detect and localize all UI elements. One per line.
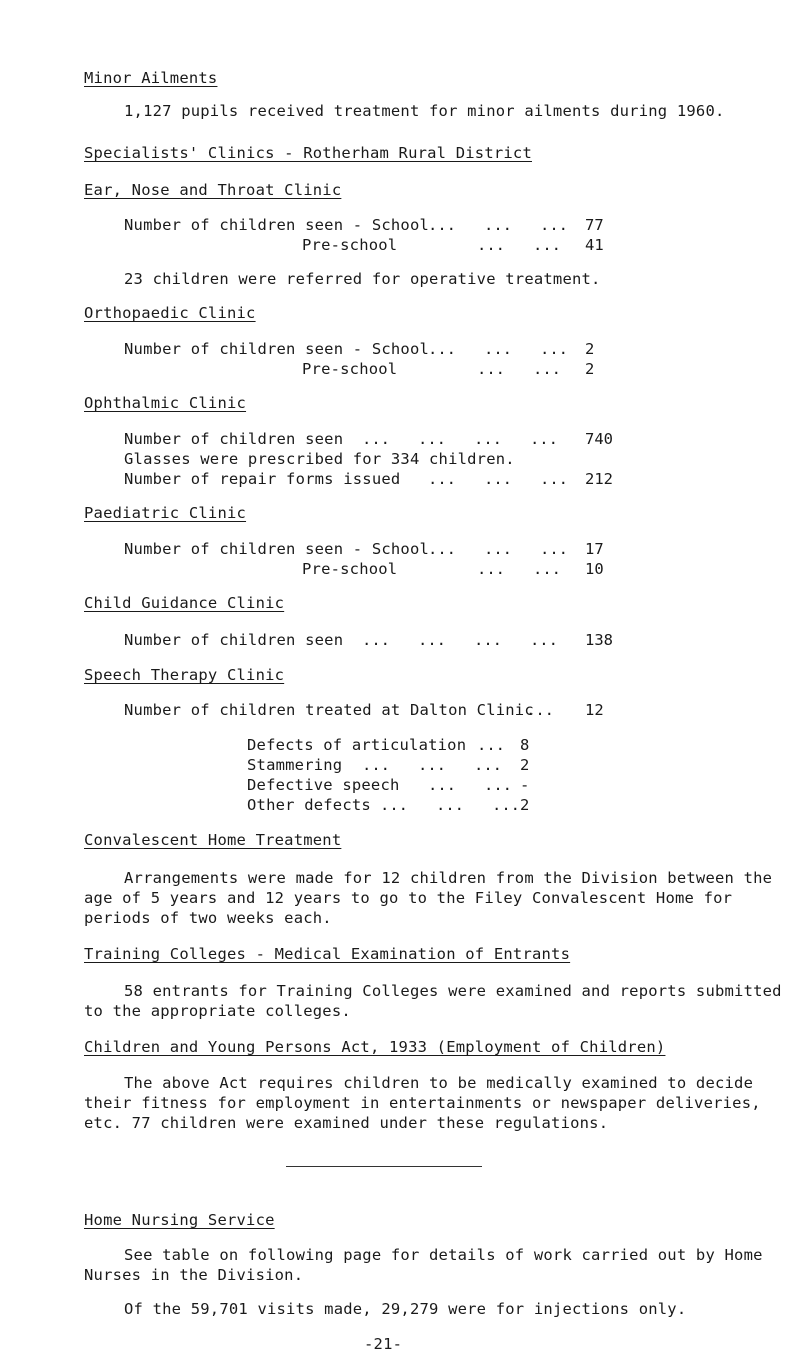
- section-divider: [286, 1166, 482, 1167]
- ophth-row1-value: 740: [585, 430, 613, 448]
- training-heading: Training Colleges - Medical Examination of Entrants: [84, 945, 571, 963]
- child-guidance-heading: Child Guidance Clinic: [84, 594, 285, 612]
- nursing-heading: Home Nursing Service: [84, 1211, 275, 1229]
- ortho-row1-label: Number of children seen - School: [124, 340, 430, 358]
- child-guidance-row1-label: Number of children seen: [124, 631, 344, 649]
- convalescent-paragraph-line: age of 5 years and 12 years to go to the Filey Convalescent Home for: [84, 889, 733, 907]
- employment-paragraph-line: The above Act requires children to be medically examined to decide: [124, 1074, 754, 1092]
- ortho-row1-value: 2: [585, 340, 595, 358]
- paed-heading: Paediatric Clinic: [84, 504, 247, 522]
- nursing-paragraph-line: See table on following page for details of work carried out by Home: [124, 1246, 763, 1264]
- paed-row2-dots: ... ...: [477, 560, 561, 578]
- ophth-note: Glasses were prescribed for 334 children.: [124, 450, 515, 468]
- employment-paragraph-line: etc. 77 children were examined under these regulations.: [84, 1114, 609, 1132]
- convalescent-paragraph-line: periods of two weeks each.: [84, 909, 332, 927]
- speech-sub-value: 8: [520, 736, 530, 754]
- speech-sub-value: 2: [520, 756, 530, 774]
- paed-row1-label: Number of children seen - School: [124, 540, 430, 558]
- ophth-row1-dots: ... ... ... ...: [362, 430, 558, 448]
- minor-ailments-line: 1,127 pupils received treatment for minor ailments during 1960.: [124, 102, 725, 120]
- speech-sub-value: 2: [520, 796, 530, 814]
- speech-sub-dots: ...: [477, 736, 505, 754]
- ent-row2-value: 41: [585, 236, 604, 254]
- speech-sub-label: Stammering: [247, 756, 343, 774]
- convalescent-paragraph-line: Arrangements were made for 12 children from the Division between the: [124, 869, 773, 887]
- ortho-row1-dots: ... ... ...: [428, 340, 568, 358]
- minor-ailments-heading: Minor Ailments: [84, 69, 218, 87]
- speech-row1-value: 12: [585, 701, 604, 719]
- ortho-heading: Orthopaedic Clinic: [84, 304, 256, 322]
- ophth-row2-value: 212: [585, 470, 613, 488]
- ent-row2-dots: ... ...: [477, 236, 561, 254]
- page-number: -21-: [364, 1335, 403, 1353]
- training-paragraph-line: 58 entrants for Training Colleges were examined and reports submitted: [124, 982, 782, 1000]
- speech-sub-label: Defective speech: [247, 776, 400, 794]
- ortho-row2-value: 2: [585, 360, 595, 378]
- ent-row1-value: 77: [585, 216, 604, 234]
- child-guidance-row1-dots: ... ... ... ...: [362, 631, 558, 649]
- ophth-row2-label: Number of repair forms issued: [124, 470, 401, 488]
- paed-row2-value: 10: [585, 560, 604, 578]
- specialists-heading: Specialists' Clinics - Rotherham Rural District: [84, 144, 532, 162]
- ent-row1-dots: ... ... ...: [428, 216, 568, 234]
- ophth-heading: Ophthalmic Clinic: [84, 394, 247, 412]
- ophth-row1-label: Number of children seen: [124, 430, 344, 448]
- ent-row2-label: Pre-school: [302, 236, 398, 254]
- speech-sub-label: Defects of articulation: [247, 736, 467, 754]
- paed-row1-value: 17: [585, 540, 604, 558]
- paed-row1-dots: ... ... ...: [428, 540, 568, 558]
- speech-heading: Speech Therapy Clinic: [84, 666, 285, 684]
- ent-note: 23 children were referred for operative treatment.: [124, 270, 601, 288]
- speech-sub-dots: ... ... ...: [380, 796, 520, 814]
- speech-row1-label: Number of children treated at Dalton Clinic: [124, 701, 534, 719]
- speech-sub-dots: ... ... ...: [362, 756, 502, 774]
- nursing-paragraph-line: Nurses in the Division.: [84, 1266, 304, 1284]
- ent-heading: Ear, Nose and Throat Clinic: [84, 181, 342, 199]
- speech-sub-label: Other defects: [247, 796, 371, 814]
- employment-heading: Children and Young Persons Act, 1933 (Employment of Children): [84, 1038, 666, 1056]
- employment-paragraph-line: their fitness for employment in entertainments or newspaper deliveries,: [84, 1094, 761, 1112]
- training-paragraph-line: to the appropriate colleges.: [84, 1002, 351, 1020]
- ortho-row2-label: Pre-school: [302, 360, 398, 378]
- child-guidance-row1-value: 138: [585, 631, 613, 649]
- ophth-row2-dots: ... ... ...: [428, 470, 568, 488]
- speech-sub-dots: ... ...: [428, 776, 512, 794]
- speech-sub-value: -: [520, 776, 530, 794]
- nursing-paragraph-line: Of the 59,701 visits made, 29,279 were for injections only.: [124, 1300, 687, 1318]
- ortho-row2-dots: ... ...: [477, 360, 561, 378]
- convalescent-heading: Convalescent Home Treatment: [84, 831, 342, 849]
- paed-row2-label: Pre-school: [302, 560, 398, 578]
- ent-row1-label: Number of children seen - School: [124, 216, 430, 234]
- speech-row1-dots: ...: [526, 701, 554, 719]
